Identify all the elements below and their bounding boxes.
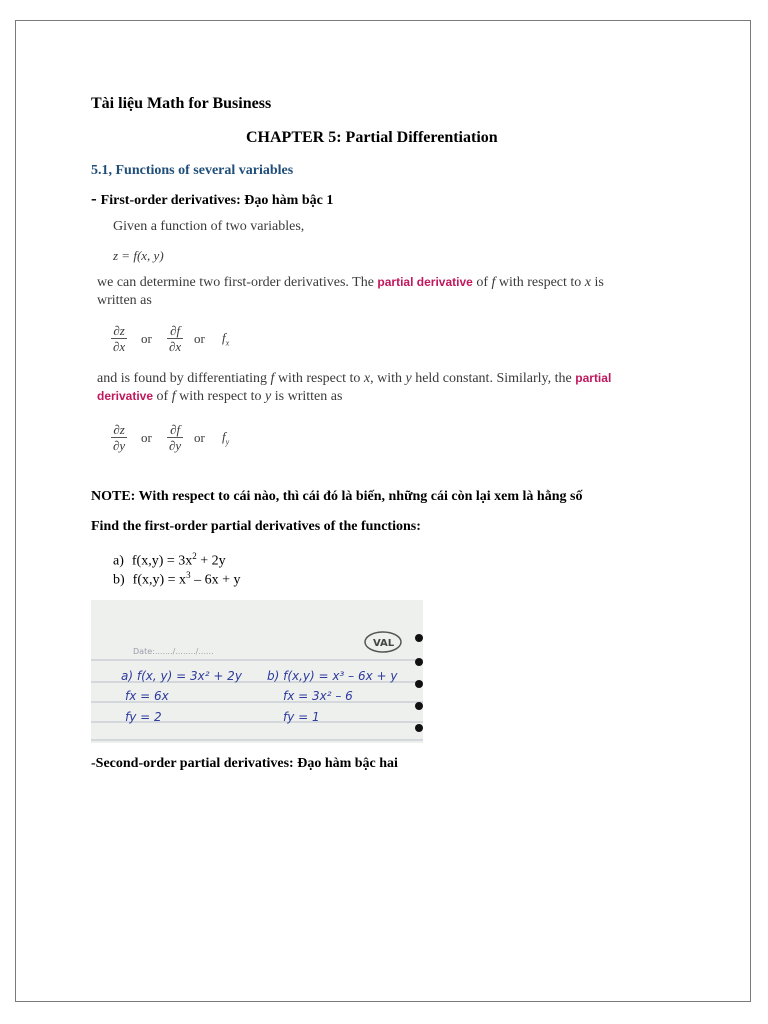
or-text: or	[194, 430, 205, 445]
second-order-heading: -Second-order partial derivatives: Đạo hàm bậc hai	[91, 756, 398, 771]
textbook-paragraph-1: we can determine two first-order derivatives. The partial derivative of f with respect to x is	[97, 275, 604, 290]
f-sub-y: $f_y$	[222, 429, 230, 447]
list-item: a) $f(x,y) = 3x^2 + 2y$	[113, 551, 226, 569]
hw-fy-b: fy = 1	[283, 710, 320, 724]
fraction-dz-dy: $\frac{\partial z}{\partial y}$	[113, 422, 126, 453]
document-title: Tài liệu Math for Business	[91, 95, 272, 112]
hw-fy-a: fy = 2	[125, 710, 162, 724]
first-order-heading	[91, 189, 333, 209]
document-page	[15, 20, 751, 1002]
svg-text:Date:......./......../......: Date:......./......../......	[133, 647, 214, 656]
equation-z: z = f(x, y)	[113, 248, 164, 263]
note-text: NOTE: With respect to cái nào, thì cái đó là biến, những cái còn lại xem là hằng số	[91, 489, 583, 504]
textbook-paragraph-1-line-2: written as	[97, 293, 152, 308]
section-heading: 5.1, Functions of several variables	[91, 163, 294, 178]
fraction-df-dx: $\frac{\partial f}{\partial x}$	[169, 323, 182, 354]
fraction-df-dy: $\frac{\partial f}{\partial y}$	[169, 422, 182, 453]
hw-fx-a: fx = 6x	[125, 689, 169, 703]
handwritten-notes-photo	[91, 600, 423, 743]
f-sub-x: $f_x$	[222, 330, 230, 348]
exercise-prompt: Find the first-order partial derivatives of the functions:	[91, 519, 421, 534]
textbook-line-1: Given a function of two variables,	[113, 219, 305, 234]
hw-line-a: a) f(x, y) = 3x² + 2y	[121, 669, 242, 683]
bullet-dash: -	[91, 189, 97, 208]
hw-line-b: b) f(x,y) = x³ – 6x + y	[267, 669, 398, 683]
or-text: or	[141, 430, 152, 445]
chapter-heading: CHAPTER 5: Partial Differentiation	[246, 129, 498, 146]
hw-fx-b: fx = 3x² – 6	[283, 689, 353, 703]
textbook-paragraph-2: and is found by differentiating f with respect to x, with y held constant. Similarly, the partial	[97, 371, 612, 386]
first-order-label: First-order derivatives: Đạo hàm bậc 1	[100, 193, 334, 208]
or-text: or	[141, 331, 152, 346]
fraction-dz-dx: $\frac{\partial z}{\partial x}$	[113, 323, 126, 354]
list-item: b) $f(x,y) = x^3 - 6x + y$	[113, 570, 241, 588]
or-text: or	[194, 331, 205, 346]
svg-text:VAL: VAL	[373, 638, 395, 649]
partial-derivative-term: partial derivative	[377, 275, 473, 289]
textbook-paragraph-2-line-2: derivative of f with respect to y is written as	[97, 389, 343, 404]
